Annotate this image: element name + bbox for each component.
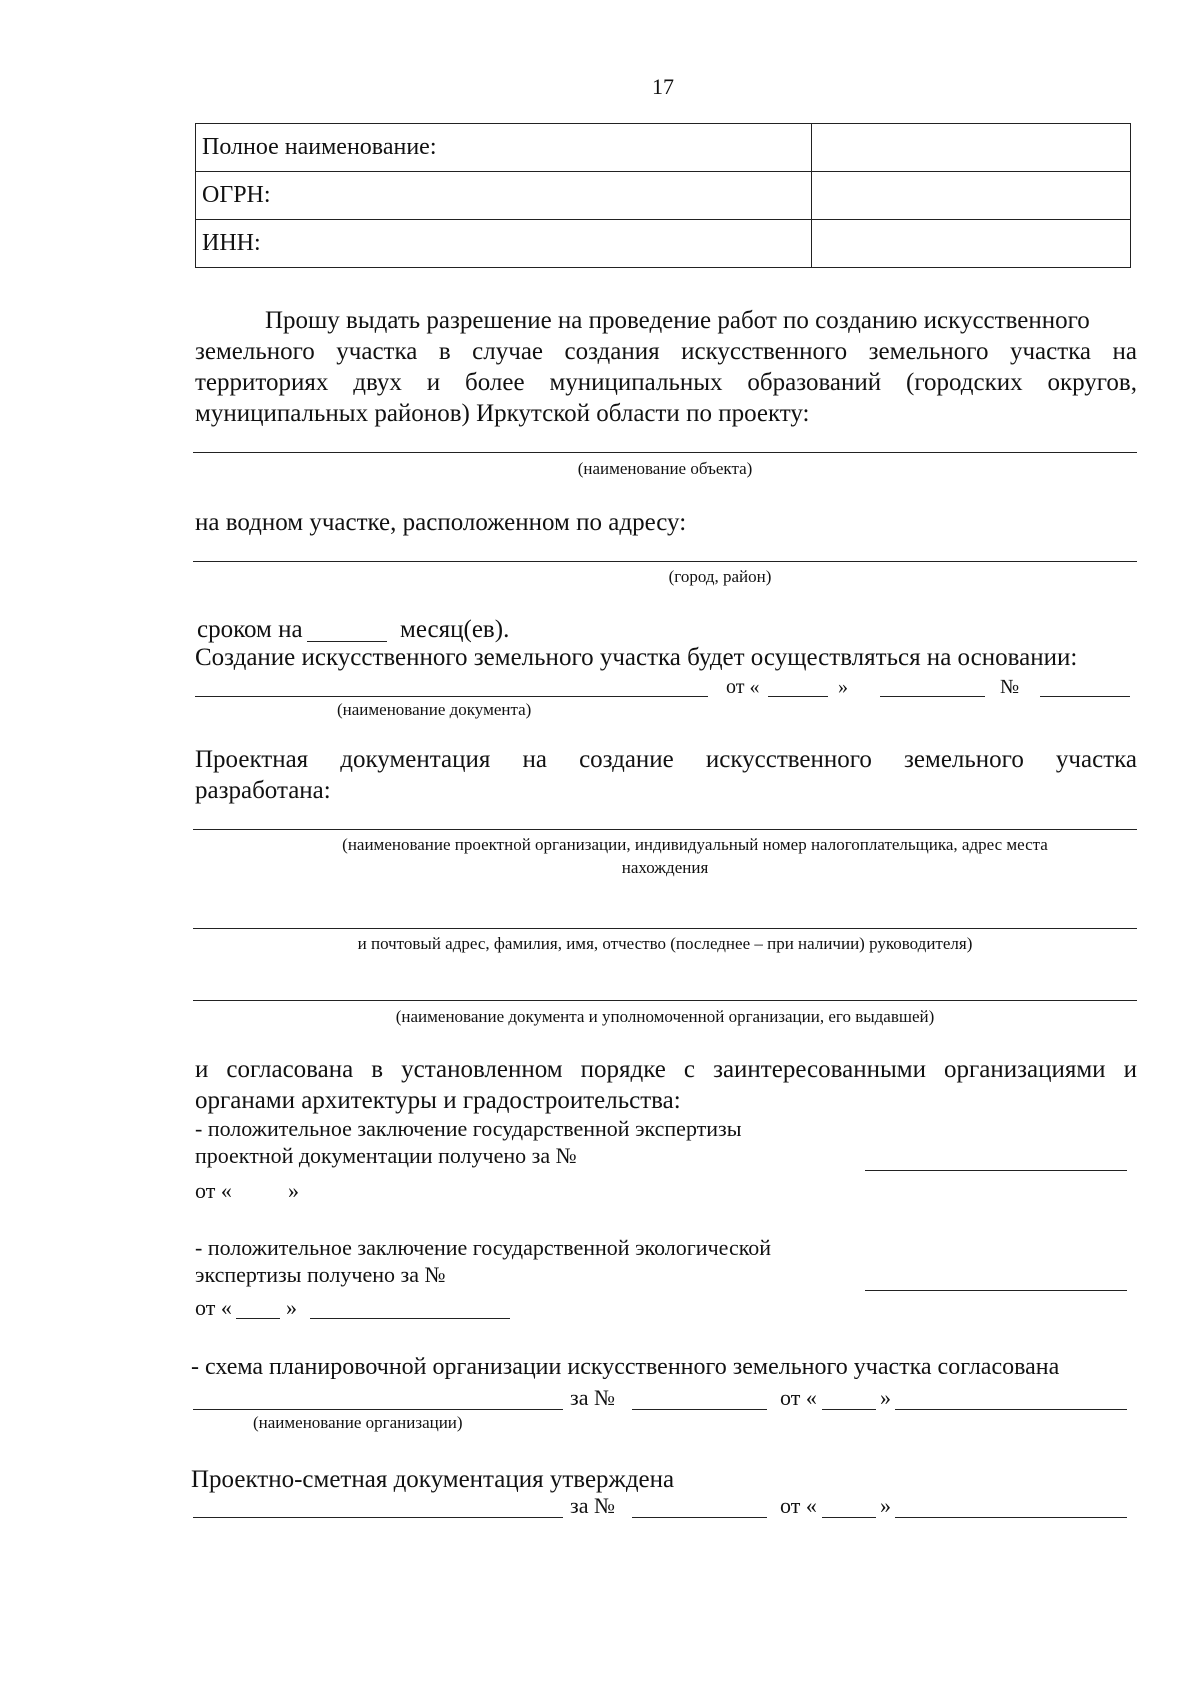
term-prefix: сроком на — [197, 616, 303, 643]
inn-value[interactable] — [812, 220, 1131, 268]
scheme-za: за № — [570, 1385, 615, 1410]
estimate-za: за № — [570, 1493, 615, 1518]
basis-ot-close: » — [838, 676, 848, 698]
eco-expertise-ot-open: от « — [195, 1295, 232, 1320]
scheme-number-blank[interactable] — [632, 1409, 767, 1410]
state-expertise-ot-close: » — [288, 1178, 299, 1203]
basis-ot-open: от « — [726, 676, 760, 698]
project-org-line[interactable] — [193, 829, 1137, 830]
eco-expertise-number-blank[interactable] — [865, 1290, 1127, 1291]
basis-day-blank[interactable] — [768, 696, 828, 697]
page-number: 17 — [652, 74, 674, 99]
scheme-org-line[interactable] — [193, 1409, 563, 1410]
state-expertise-ot-open: от « — [195, 1178, 232, 1203]
scheme-ot-close: » — [880, 1385, 891, 1410]
object-name-line[interactable] — [193, 452, 1137, 453]
project-caption-2: и почтовый адрес, фамилия, имя, отчество (последнее – при наличии) руководителя) — [357, 934, 973, 953]
request-line-3: территориях двух и более муниципальных образований (городских округов, — [195, 369, 1137, 396]
eco-expertise-ot-close: » — [286, 1295, 297, 1320]
estimate-line-1: Проектно-сметная документация утверждена — [191, 1466, 675, 1493]
agreed-line-2: органами архитектуры и градостроительства: — [195, 1087, 681, 1114]
project-caption-1b: нахождения — [621, 858, 709, 877]
state-expertise-line-1: - положительное заключение государственной экспертизы — [195, 1116, 742, 1141]
project-caption-3: (наименование документа и уполномоченной организации, его выдавшей) — [395, 1007, 935, 1026]
water-plot-text: на водном участке, расположенном по адресу: — [195, 509, 687, 536]
estimate-day-blank[interactable] — [822, 1517, 876, 1518]
table-row — [196, 172, 1131, 220]
full-name-value[interactable] — [812, 124, 1131, 172]
eco-expertise-date-blank[interactable] — [310, 1318, 510, 1319]
estimate-org-line[interactable] — [193, 1517, 563, 1518]
state-expertise-line-2: проектной документации получено за № — [195, 1143, 577, 1168]
object-caption: (наименование объекта) — [577, 459, 753, 478]
scheme-line-1: - схема планировочной организации искусственного земельного участка согласована — [191, 1354, 1060, 1380]
estimate-number-blank[interactable] — [632, 1517, 767, 1518]
address-line[interactable] — [193, 561, 1137, 562]
state-expertise-number-blank[interactable] — [865, 1170, 1127, 1171]
scheme-date-blank[interactable] — [895, 1409, 1127, 1410]
project-doc-org-line[interactable] — [193, 1000, 1137, 1001]
project-address-line[interactable] — [193, 928, 1137, 929]
request-line-2: земельного участка в случае создания искусственного земельного участка на — [195, 338, 1137, 365]
inn-label: ИНН: — [196, 220, 812, 268]
estimate-ot-close: » — [880, 1493, 891, 1518]
estimate-date-blank[interactable] — [895, 1517, 1127, 1518]
project-doc-line-1: Проектная документация на создание искусственного земельного участка — [195, 746, 1137, 773]
ogrn-value[interactable] — [812, 172, 1131, 220]
request-line-1: Прошу выдать разрешение на проведение работ по созданию искусственного — [265, 307, 1090, 334]
city-caption: (город, район) — [668, 567, 772, 586]
estimate-ot-open: от « — [780, 1493, 817, 1518]
basis-number-blank[interactable] — [1040, 696, 1130, 697]
project-caption-1a: (наименование проектной организации, индивидуальный номер налогоплательщика, адрес места — [342, 835, 1048, 854]
full-name-label: Полное наименование: — [196, 124, 812, 172]
applicant-table — [195, 123, 1131, 268]
eco-expertise-line-1: - положительное заключение государственной экологической — [195, 1235, 772, 1260]
basis-number-sign: № — [1000, 676, 1020, 698]
scheme-day-blank[interactable] — [822, 1409, 876, 1410]
basis-doc-line[interactable] — [195, 696, 708, 697]
basis-date-blank[interactable] — [880, 696, 985, 697]
basis-caption: (наименование документа) — [337, 700, 532, 719]
table-row — [196, 124, 1131, 172]
project-doc-line-2: разработана: — [195, 777, 331, 804]
term-blank[interactable] — [307, 641, 387, 642]
term-suffix: месяц(ев). — [400, 616, 510, 643]
basis-text: Создание искусственного земельного участка будет осуществляться на основании: — [195, 644, 1078, 671]
request-line-4: муниципальных районов) Иркутской области по проекту: — [195, 400, 810, 427]
scheme-ot-open: от « — [780, 1385, 817, 1410]
eco-expertise-day-blank[interactable] — [236, 1318, 280, 1319]
agreed-line-1: и согласована в установленном порядке с заинтересованными организациями и — [195, 1056, 1137, 1083]
table-row — [196, 220, 1131, 268]
scheme-caption: (наименование организации) — [253, 1413, 463, 1432]
ogrn-label: ОГРН: — [196, 172, 812, 220]
eco-expertise-line-2: экспертизы получено за № — [195, 1262, 446, 1287]
